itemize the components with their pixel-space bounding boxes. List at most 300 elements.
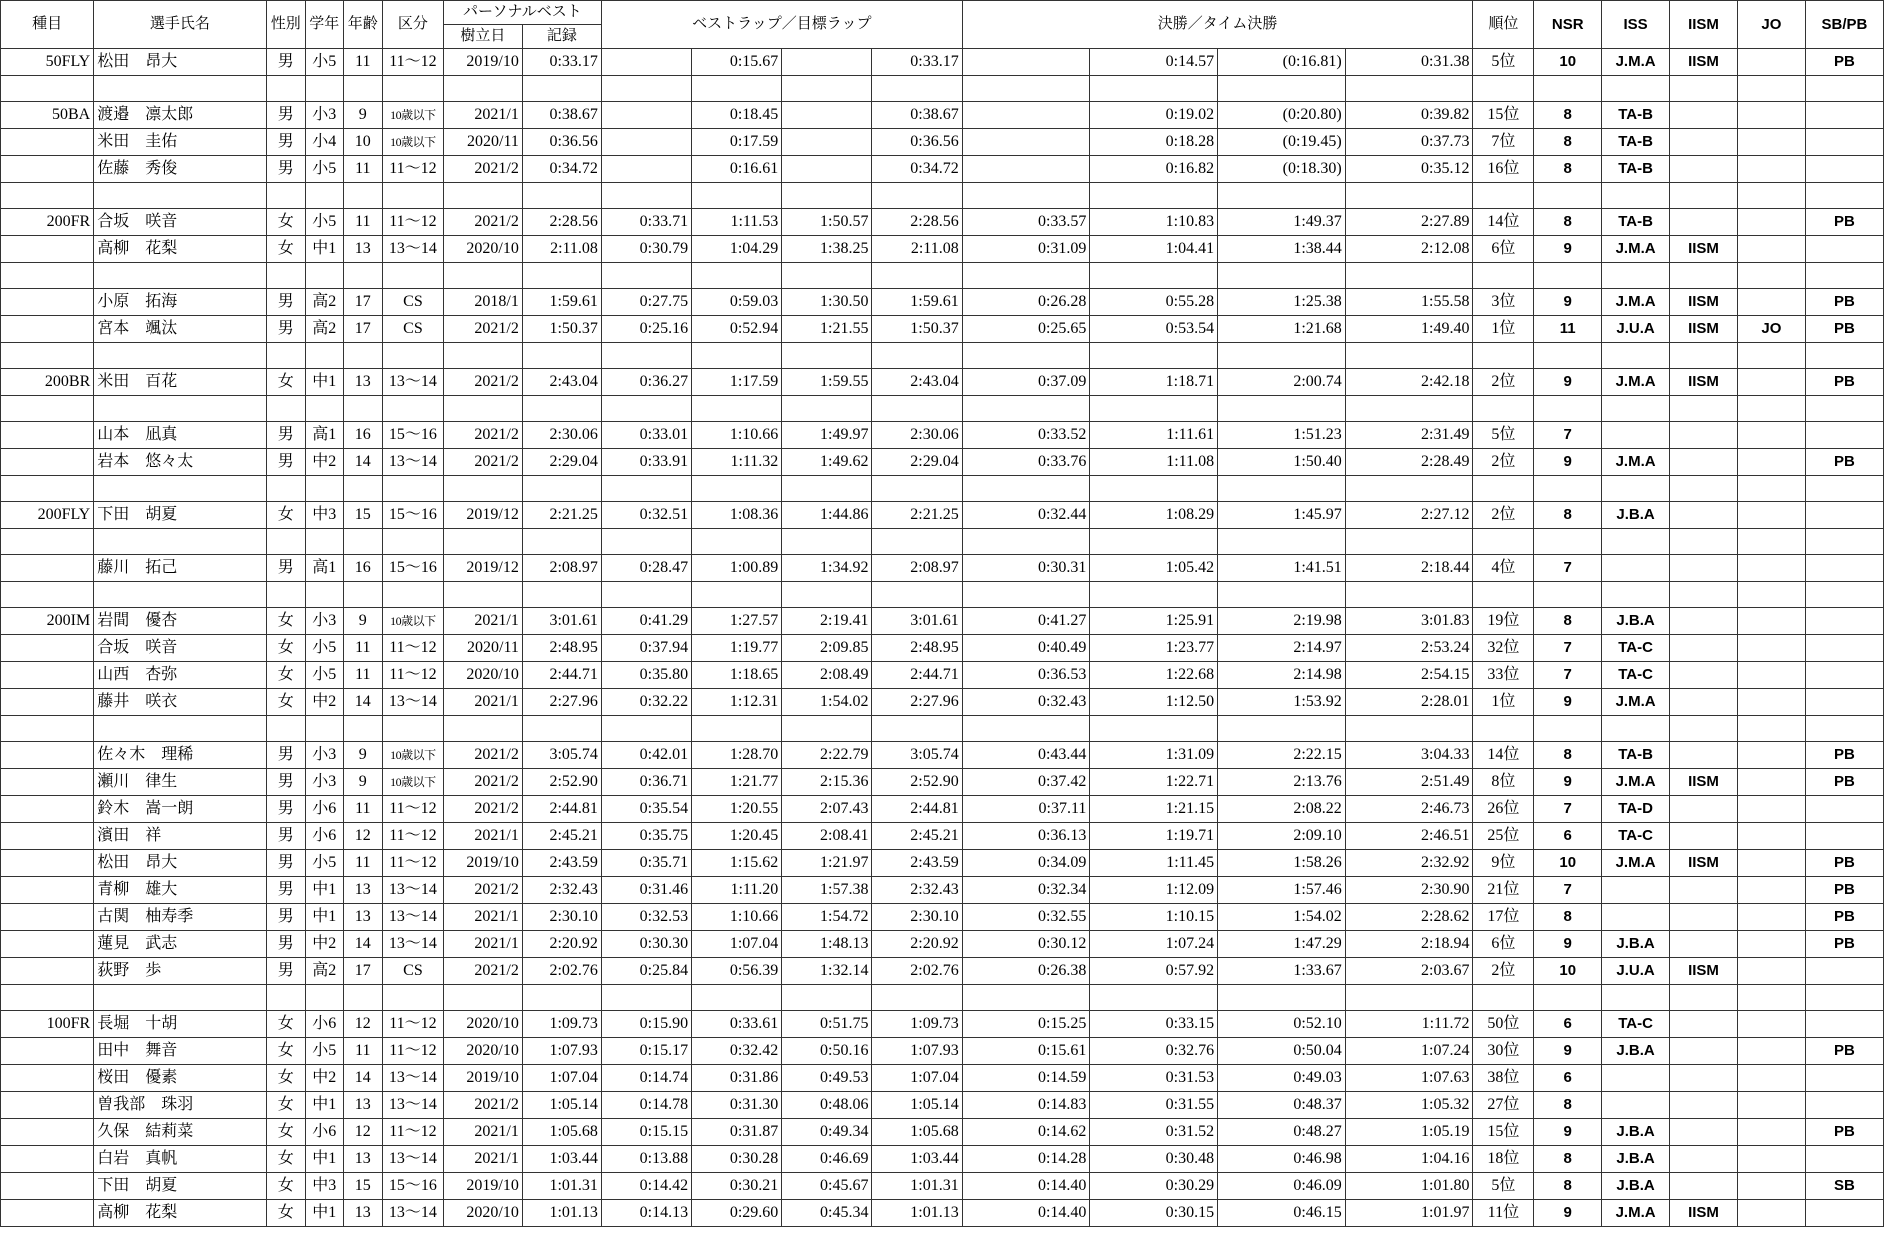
empty-cell	[94, 716, 266, 742]
empty-cell	[343, 476, 383, 502]
lap-4-cell: 1:50.37	[872, 316, 962, 343]
spacer-row	[1, 476, 1884, 502]
lap-1-cell: 0:15.15	[601, 1119, 691, 1146]
sbpb-cell	[1805, 502, 1883, 529]
empty-cell	[94, 582, 266, 608]
grade-cell: 中1	[306, 1200, 343, 1227]
jo-cell	[1737, 236, 1805, 263]
jo-cell	[1737, 877, 1805, 904]
event-cell	[1, 635, 94, 662]
final-split-2-cell: 1:31.09	[1090, 742, 1218, 769]
grade-cell: 中3	[306, 502, 343, 529]
lap-3-cell: 1:38.25	[782, 236, 872, 263]
iss-cell	[1602, 555, 1670, 582]
final-split-1-cell: 0:33.52	[962, 422, 1090, 449]
nsr-cell: 8	[1534, 608, 1602, 635]
sbpb-cell	[1805, 823, 1883, 850]
final-time-cell: 2:12.08	[1345, 236, 1473, 263]
sex-cell: 女	[266, 662, 306, 689]
empty-cell	[872, 183, 962, 209]
iism-cell: IISM	[1670, 958, 1738, 985]
spacer-row	[1, 263, 1884, 289]
empty-cell	[522, 76, 601, 102]
pb-date-cell: 2021/1	[443, 931, 522, 958]
iss-cell: J.U.A	[1602, 958, 1670, 985]
iism-cell	[1670, 1146, 1738, 1173]
empty-cell	[1534, 716, 1602, 742]
empty-cell	[383, 476, 444, 502]
age-cell: 17	[343, 316, 383, 343]
empty-cell	[94, 476, 266, 502]
sbpb-cell	[1805, 236, 1883, 263]
empty-cell	[1345, 582, 1473, 608]
iss-cell	[1602, 904, 1670, 931]
final-time-cell: 1:55.58	[1345, 289, 1473, 316]
empty-cell	[306, 985, 343, 1011]
lap-2-cell: 1:12.31	[692, 689, 782, 716]
empty-cell	[443, 476, 522, 502]
lap-1-cell: 0:32.51	[601, 502, 691, 529]
iism-cell	[1670, 1173, 1738, 1200]
final-split-2-cell: 0:30.48	[1090, 1146, 1218, 1173]
rank-cell: 17位	[1473, 904, 1534, 931]
final-split-1-cell: 0:14.59	[962, 1065, 1090, 1092]
division-cell: 11～12	[383, 1011, 444, 1038]
lap-2-cell: 0:30.28	[692, 1146, 782, 1173]
final-time-cell: 2:27.12	[1345, 502, 1473, 529]
lap-1-cell: 0:36.71	[601, 769, 691, 796]
lap-2-cell: 0:32.42	[692, 1038, 782, 1065]
pb-record-cell: 1:01.31	[522, 1173, 601, 1200]
empty-cell	[692, 183, 782, 209]
header-iism: IISM	[1670, 1, 1738, 49]
empty-cell	[1670, 396, 1738, 422]
name-cell: 曽我部 珠羽	[94, 1092, 266, 1119]
empty-cell	[94, 263, 266, 289]
pb-date-cell: 2020/10	[443, 236, 522, 263]
lap-4-cell: 2:21.25	[872, 502, 962, 529]
lap-1-cell: 0:30.79	[601, 236, 691, 263]
iism-cell	[1670, 931, 1738, 958]
jo-cell	[1737, 850, 1805, 877]
empty-cell	[1534, 343, 1602, 369]
age-cell: 13	[343, 877, 383, 904]
final-split-1-cell: 0:32.44	[962, 502, 1090, 529]
sex-cell: 男	[266, 958, 306, 985]
lap-2-cell: 0:30.21	[692, 1173, 782, 1200]
empty-cell	[306, 529, 343, 555]
iism-cell	[1670, 796, 1738, 823]
empty-cell	[1670, 582, 1738, 608]
event-cell	[1, 850, 94, 877]
final-split-3-cell: 2:14.98	[1218, 662, 1346, 689]
pb-date-cell: 2021/2	[443, 156, 522, 183]
empty-cell	[692, 76, 782, 102]
final-split-3-cell: 2:08.22	[1218, 796, 1346, 823]
lap-2-cell: 0:31.30	[692, 1092, 782, 1119]
empty-cell	[782, 396, 872, 422]
rank-cell: 7位	[1473, 129, 1534, 156]
iss-cell: TA-B	[1602, 156, 1670, 183]
header-division: 区分	[383, 1, 444, 49]
iism-cell: IISM	[1670, 369, 1738, 396]
iss-cell: J.M.A	[1602, 1200, 1670, 1227]
final-time-cell: 2:28.01	[1345, 689, 1473, 716]
empty-cell	[692, 263, 782, 289]
final-split-1-cell: 0:14.83	[962, 1092, 1090, 1119]
iss-cell: J.B.A	[1602, 1038, 1670, 1065]
final-split-3-cell: 0:52.10	[1218, 1011, 1346, 1038]
empty-cell	[1090, 529, 1218, 555]
final-split-1-cell: 0:37.09	[962, 369, 1090, 396]
nsr-cell: 6	[1534, 1065, 1602, 1092]
lap-4-cell: 2:20.92	[872, 931, 962, 958]
empty-cell	[1090, 985, 1218, 1011]
empty-cell	[266, 529, 306, 555]
final-split-3-cell: 0:46.09	[1218, 1173, 1346, 1200]
nsr-cell: 9	[1534, 1038, 1602, 1065]
name-cell: 松田 昂大	[94, 850, 266, 877]
rank-cell: 1位	[1473, 689, 1534, 716]
pb-date-cell: 2021/2	[443, 877, 522, 904]
pb-record-cell: 1:09.73	[522, 1011, 601, 1038]
final-split-2-cell: 0:31.53	[1090, 1065, 1218, 1092]
name-cell: 下田 胡夏	[94, 502, 266, 529]
empty-cell	[266, 183, 306, 209]
rank-cell: 1位	[1473, 316, 1534, 343]
name-cell: 山本 凪真	[94, 422, 266, 449]
lap-3-cell: 0:50.16	[782, 1038, 872, 1065]
empty-cell	[343, 343, 383, 369]
final-split-3-cell: 0:50.04	[1218, 1038, 1346, 1065]
sex-cell: 女	[266, 608, 306, 635]
final-split-2-cell: 0:33.15	[1090, 1011, 1218, 1038]
rank-cell: 32位	[1473, 635, 1534, 662]
division-cell: 11～12	[383, 209, 444, 236]
rank-cell: 5位	[1473, 1173, 1534, 1200]
lap-3-cell: 2:08.41	[782, 823, 872, 850]
event-cell	[1, 742, 94, 769]
sbpb-cell: PB	[1805, 877, 1883, 904]
empty-cell	[1737, 582, 1805, 608]
lap-4-cell: 1:59.61	[872, 289, 962, 316]
pb-date-cell: 2020/11	[443, 129, 522, 156]
empty-cell	[1473, 343, 1534, 369]
lap-1-cell: 0:28.47	[601, 555, 691, 582]
grade-cell: 高1	[306, 422, 343, 449]
final-split-3-cell: 0:46.15	[1218, 1200, 1346, 1227]
rank-cell: 9位	[1473, 850, 1534, 877]
empty-cell	[1473, 263, 1534, 289]
lap-1-cell: 0:27.75	[601, 289, 691, 316]
iss-cell: J.M.A	[1602, 369, 1670, 396]
empty-cell	[1805, 396, 1883, 422]
empty-cell	[601, 396, 691, 422]
empty-cell	[692, 476, 782, 502]
jo-cell	[1737, 662, 1805, 689]
sex-cell: 男	[266, 904, 306, 931]
division-cell: 11～12	[383, 49, 444, 76]
table-row	[1, 608, 1884, 635]
lap-3-cell: 0:49.34	[782, 1119, 872, 1146]
empty-cell	[962, 582, 1090, 608]
name-cell: 青柳 雄大	[94, 877, 266, 904]
grade-cell: 小5	[306, 850, 343, 877]
age-cell: 10	[343, 129, 383, 156]
pb-record-cell: 3:01.61	[522, 608, 601, 635]
name-cell: 瀬川 律生	[94, 769, 266, 796]
division-cell: 13～14	[383, 236, 444, 263]
empty-cell	[522, 263, 601, 289]
iism-cell: IISM	[1670, 316, 1738, 343]
rank-cell: 50位	[1473, 1011, 1534, 1038]
iss-cell: TA-B	[1602, 102, 1670, 129]
name-cell: 渡邉 凛太郎	[94, 102, 266, 129]
iss-cell: J.B.A	[1602, 1173, 1670, 1200]
division-cell: 13～14	[383, 1065, 444, 1092]
sex-cell: 女	[266, 502, 306, 529]
lap-2-cell: 1:15.62	[692, 850, 782, 877]
final-time-cell: 2:27.89	[1345, 209, 1473, 236]
lap-1-cell: 0:35.71	[601, 850, 691, 877]
header-rank: 順位	[1473, 1, 1534, 49]
name-cell: 宮本 颯汰	[94, 316, 266, 343]
iism-cell	[1670, 555, 1738, 582]
division-cell: 13～14	[383, 369, 444, 396]
empty-cell	[1, 183, 94, 209]
lap-1-cell: 0:32.53	[601, 904, 691, 931]
iism-cell: IISM	[1670, 289, 1738, 316]
lap-2-cell: 0:29.60	[692, 1200, 782, 1227]
empty-cell	[782, 985, 872, 1011]
pb-date-cell: 2021/2	[443, 209, 522, 236]
empty-cell	[1805, 183, 1883, 209]
header-laps: ベストラップ／目標ラップ	[601, 1, 962, 49]
header-sex: 性別	[266, 1, 306, 49]
age-cell: 13	[343, 369, 383, 396]
iss-cell: TA-C	[1602, 1011, 1670, 1038]
empty-cell	[962, 529, 1090, 555]
final-split-2-cell: 0:18.28	[1090, 129, 1218, 156]
age-cell: 15	[343, 502, 383, 529]
nsr-cell: 8	[1534, 209, 1602, 236]
lap-4-cell: 2:45.21	[872, 823, 962, 850]
empty-cell	[782, 476, 872, 502]
table-header	[1, 1, 1884, 49]
empty-cell	[1670, 476, 1738, 502]
nsr-cell: 8	[1534, 502, 1602, 529]
age-cell: 17	[343, 289, 383, 316]
table-row	[1, 742, 1884, 769]
sex-cell: 男	[266, 316, 306, 343]
final-split-1-cell: 0:32.43	[962, 689, 1090, 716]
lap-3-cell: 2:19.41	[782, 608, 872, 635]
empty-cell	[94, 76, 266, 102]
jo-cell	[1737, 689, 1805, 716]
rank-cell: 19位	[1473, 608, 1534, 635]
sbpb-cell	[1805, 555, 1883, 582]
empty-cell	[94, 529, 266, 555]
sex-cell: 女	[266, 689, 306, 716]
empty-cell	[1473, 716, 1534, 742]
spacer-row	[1, 985, 1884, 1011]
empty-cell	[443, 76, 522, 102]
age-cell: 12	[343, 1119, 383, 1146]
nsr-cell: 10	[1534, 958, 1602, 985]
sex-cell: 男	[266, 850, 306, 877]
empty-cell	[1, 76, 94, 102]
final-split-2-cell: 0:16.82	[1090, 156, 1218, 183]
pb-record-cell: 1:50.37	[522, 316, 601, 343]
final-split-1-cell: 0:36.13	[962, 823, 1090, 850]
lap-1-cell: 0:14.42	[601, 1173, 691, 1200]
empty-cell	[962, 476, 1090, 502]
empty-cell	[343, 582, 383, 608]
pb-date-cell: 2021/2	[443, 449, 522, 476]
empty-cell	[1534, 476, 1602, 502]
name-cell: 米田 圭佑	[94, 129, 266, 156]
rank-cell: 26位	[1473, 796, 1534, 823]
table-row	[1, 49, 1884, 76]
empty-cell	[443, 263, 522, 289]
empty-cell	[383, 263, 444, 289]
jo-cell	[1737, 1119, 1805, 1146]
final-time-cell: 1:11.72	[1345, 1011, 1473, 1038]
pb-record-cell: 1:03.44	[522, 1146, 601, 1173]
header-sbpb: SB/PB	[1805, 1, 1883, 49]
final-time-cell: 0:37.73	[1345, 129, 1473, 156]
division-cell: 11～12	[383, 823, 444, 850]
lap-3-cell: 0:45.67	[782, 1173, 872, 1200]
final-time-cell: 2:53.24	[1345, 635, 1473, 662]
rank-cell: 18位	[1473, 1146, 1534, 1173]
empty-cell	[962, 343, 1090, 369]
nsr-cell: 9	[1534, 369, 1602, 396]
table-row	[1, 129, 1884, 156]
final-split-1-cell: 0:15.61	[962, 1038, 1090, 1065]
lap-3-cell: 1:57.38	[782, 877, 872, 904]
empty-cell	[343, 396, 383, 422]
age-cell: 13	[343, 1092, 383, 1119]
final-time-cell: 2:32.92	[1345, 850, 1473, 877]
empty-cell	[443, 582, 522, 608]
table-row	[1, 422, 1884, 449]
final-time-cell: 1:07.24	[1345, 1038, 1473, 1065]
pb-record-cell: 2:27.96	[522, 689, 601, 716]
empty-cell	[1218, 396, 1346, 422]
table-row	[1, 689, 1884, 716]
event-cell	[1, 958, 94, 985]
final-split-1-cell: 0:31.09	[962, 236, 1090, 263]
lap-3-cell: 2:15.36	[782, 769, 872, 796]
iss-cell	[1602, 877, 1670, 904]
iss-cell: J.M.A	[1602, 49, 1670, 76]
table-row	[1, 449, 1884, 476]
name-cell: 小原 拓海	[94, 289, 266, 316]
final-split-3-cell: (0:20.80)	[1218, 102, 1346, 129]
iism-cell	[1670, 422, 1738, 449]
empty-cell	[266, 716, 306, 742]
sex-cell: 男	[266, 102, 306, 129]
rank-cell: 33位	[1473, 662, 1534, 689]
empty-cell	[383, 716, 444, 742]
lap-4-cell: 1:03.44	[872, 1146, 962, 1173]
sbpb-cell	[1805, 1065, 1883, 1092]
iism-cell	[1670, 102, 1738, 129]
lap-1-cell: 0:15.90	[601, 1011, 691, 1038]
name-cell: 米田 百花	[94, 369, 266, 396]
empty-cell	[1670, 343, 1738, 369]
empty-cell	[266, 582, 306, 608]
empty-cell	[1473, 582, 1534, 608]
empty-cell	[306, 396, 343, 422]
final-split-1-cell: 0:36.53	[962, 662, 1090, 689]
final-split-3-cell: 0:48.37	[1218, 1092, 1346, 1119]
final-split-3-cell: 2:19.98	[1218, 608, 1346, 635]
empty-cell	[1602, 76, 1670, 102]
iss-cell: J.M.A	[1602, 449, 1670, 476]
final-time-cell: 0:35.12	[1345, 156, 1473, 183]
pb-date-cell: 2021/2	[443, 769, 522, 796]
lap-4-cell: 2:43.59	[872, 850, 962, 877]
rank-cell: 4位	[1473, 555, 1534, 582]
table-row	[1, 635, 1884, 662]
lap-1-cell: 0:13.88	[601, 1146, 691, 1173]
final-split-1-cell	[962, 156, 1090, 183]
final-split-3-cell: 1:45.97	[1218, 502, 1346, 529]
empty-cell	[306, 716, 343, 742]
sbpb-cell	[1805, 422, 1883, 449]
division-cell: 11～12	[383, 635, 444, 662]
final-split-1-cell: 0:14.28	[962, 1146, 1090, 1173]
empty-cell	[522, 396, 601, 422]
grade-cell: 中3	[306, 1173, 343, 1200]
lap-2-cell: 0:59.03	[692, 289, 782, 316]
header-personal-best: パーソナルベスト	[443, 1, 601, 25]
iss-cell: TA-B	[1602, 209, 1670, 236]
pb-date-cell: 2020/10	[443, 662, 522, 689]
nsr-cell: 7	[1534, 422, 1602, 449]
pb-record-cell: 0:36.56	[522, 129, 601, 156]
iss-cell: TA-D	[1602, 796, 1670, 823]
final-split-1-cell: 0:37.42	[962, 769, 1090, 796]
grade-cell: 中1	[306, 1092, 343, 1119]
nsr-cell: 8	[1534, 1146, 1602, 1173]
lap-3-cell: 1:32.14	[782, 958, 872, 985]
grade-cell: 小3	[306, 608, 343, 635]
final-split-1-cell: 0:25.65	[962, 316, 1090, 343]
division-cell: 10歳以下	[383, 608, 444, 635]
empty-cell	[306, 263, 343, 289]
grade-cell: 小6	[306, 1011, 343, 1038]
header-final: 決勝／タイム決勝	[962, 1, 1473, 49]
table-row	[1, 1119, 1884, 1146]
nsr-cell: 11	[1534, 316, 1602, 343]
empty-cell	[1602, 985, 1670, 1011]
nsr-cell: 8	[1534, 904, 1602, 931]
final-time-cell: 0:39.82	[1345, 102, 1473, 129]
nsr-cell: 9	[1534, 449, 1602, 476]
sbpb-cell	[1805, 156, 1883, 183]
pb-date-cell: 2019/12	[443, 502, 522, 529]
nsr-cell: 8	[1534, 156, 1602, 183]
final-time-cell: 2:46.73	[1345, 796, 1473, 823]
nsr-cell: 8	[1534, 1092, 1602, 1119]
age-cell: 11	[343, 850, 383, 877]
final-split-1-cell: 0:33.57	[962, 209, 1090, 236]
lap-3-cell: 0:51.75	[782, 1011, 872, 1038]
name-cell: 長堀 十胡	[94, 1011, 266, 1038]
